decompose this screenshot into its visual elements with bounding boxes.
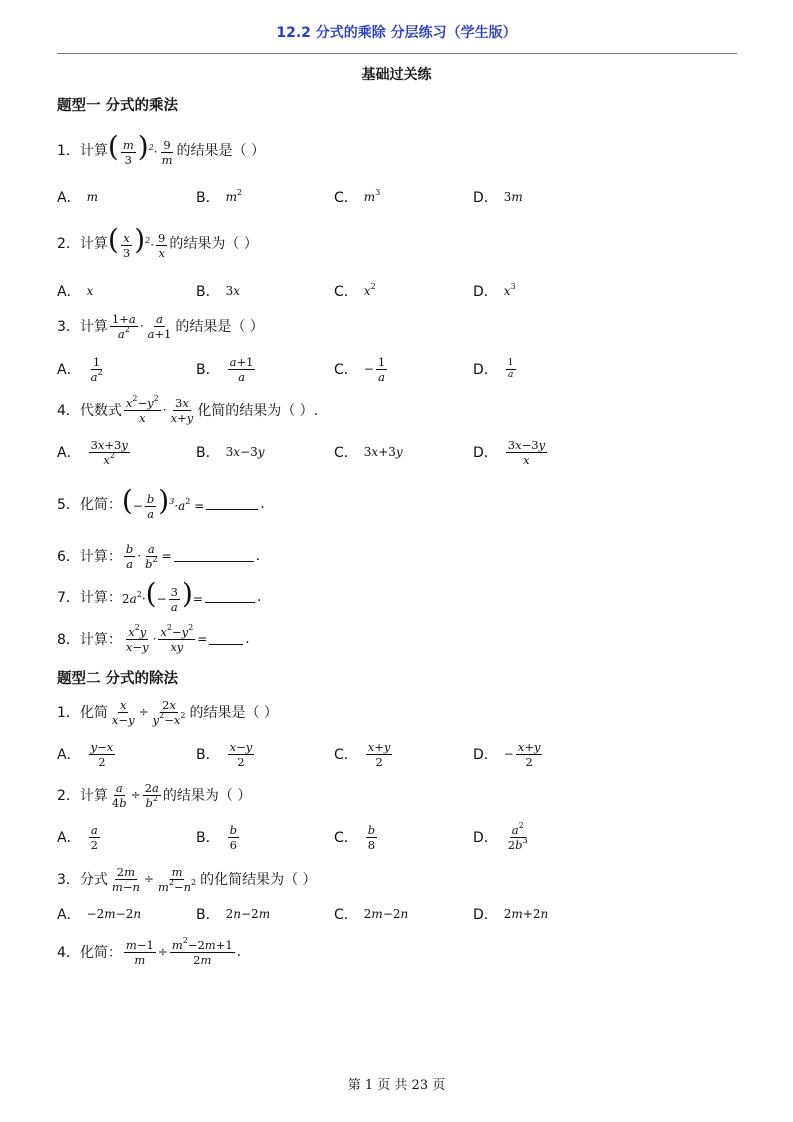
- math-expression: ( $\frac{m}{3}$ )$^2$· $\frac{9}{m}$: [107, 130, 173, 167]
- math-expression: (− $\frac{b}{a}$ )$^3\cdot a^2$ =: [121, 484, 205, 521]
- question-prefix: 计算: [79, 143, 108, 159]
- option-d[interactable]: D． 3m: [473, 190, 523, 206]
- option-b[interactable]: B． $m^2$: [196, 188, 243, 206]
- question-1: [57, 129, 265, 171]
- question-4: 4． 代数式 $\frac{x^2-y^2}{x}$ · $\frac{3x}{x+y}$ 化简的结果为（ ）.: [57, 393, 319, 425]
- option-d[interactable]: D． $\frac{1}{a}$: [473, 357, 514, 380]
- question-suffix: 的结果是（ ）: [176, 143, 265, 159]
- math-expression: $\frac{2m}{m-n}$ ÷ $\frac{m}{m^2-n^2}$: [111, 864, 197, 894]
- math-expression: ( $\frac{x}{3}$ )$^2$· $\frac{9}{x}$: [107, 223, 166, 260]
- question-5: 5． 化简： (− $\frac{b}{a}$ )$^3\cdot a^2$ = .: [57, 484, 265, 521]
- division-question-2: 2． 计算 $\frac{a}{4b}$ ÷ $\frac{2a}{b^2}$ 的结果为（ ）: [57, 780, 252, 810]
- math-expression: $\frac{m-1}{m}$ ÷ $\frac{m^2-2m+1}{2m}$: [125, 935, 233, 967]
- option-b[interactable]: B． $\frac{x-y}{2}$: [196, 739, 253, 769]
- math-expression: $2a^2\cdot(-$ $\frac{3}{a}$ )=: [121, 577, 203, 614]
- option-c[interactable]: C． $\frac{b}{8}$: [334, 822, 376, 852]
- question-3: 3． 计算 $\frac{1+a}{a^2}$ · $\frac{a}{a+1}$ 的结果是（ ）: [57, 311, 264, 341]
- question-7: 7． 计算： $2a^2\cdot(-$ $\frac{3}{a}$ )= .: [57, 577, 262, 614]
- math-expression: $\frac{a}{4b}$ ÷ $\frac{2a}{b^2}$: [111, 780, 159, 810]
- option-d[interactable]: D． $\frac{a^2}{2b^3}$: [473, 820, 528, 852]
- option-a[interactable]: A． $\frac{3x+3y}{x^2}$: [57, 437, 128, 467]
- answer-blank[interactable]: [174, 551, 254, 562]
- division-question-1: 1． 化简 $\frac{x}{x-y}$ ÷ $\frac{2x}{y^2-x^2}$ 的结果是（ ）: [57, 697, 278, 727]
- option-a[interactable]: A． −2m−2n: [57, 907, 142, 923]
- header-divider: [57, 53, 737, 54]
- option-a[interactable]: A． $\frac{y-x}{2}$: [57, 739, 114, 769]
- option-b[interactable]: B． $\frac{a+1}{a}$: [196, 354, 254, 384]
- type-one-title: 题型一 分式的乘法: [57, 98, 179, 114]
- option-a[interactable]: A． $\frac{1}{a^2}$: [57, 354, 103, 384]
- division-question-4: 4． 化简： $\frac{m-1}{m}$ ÷ $\frac{m^2-2m+1}{2m}$ .: [57, 935, 242, 967]
- option-c[interactable]: C． 3x+3y: [334, 445, 403, 461]
- math-expression: $\frac{1+a}{a^2}$ · $\frac{a}{a+1}$: [111, 311, 172, 341]
- question-8: 8． 计算： $\frac{x^2y}{x-y}$ · $\frac{x^2-y^2}{xy}$ = .: [57, 622, 250, 654]
- answer-blank[interactable]: [209, 634, 243, 645]
- question-6: 6． 计算： $\frac{b}{a}$ · $\frac{a}{b^2}$ = .: [57, 541, 261, 571]
- option-d[interactable]: D． $x^3$: [473, 282, 516, 300]
- option-d[interactable]: D． $\frac{3x-3y}{x}$: [473, 437, 546, 467]
- option-c[interactable]: C． $x^2$: [334, 282, 376, 300]
- option-d[interactable]: D． 2m+2n: [473, 907, 549, 923]
- answer-blank[interactable]: [206, 499, 258, 510]
- option-c[interactable]: C． $m^3$: [334, 188, 381, 206]
- page-header-title: 12.2 分式的乘除 分层练习（学生版）: [276, 25, 517, 41]
- math-expression: $\frac{x^2-y^2}{x}$ · $\frac{3x}{x+y}$: [125, 393, 194, 425]
- option-b[interactable]: B． 3x: [196, 284, 241, 300]
- option-c[interactable]: C． − $\frac{1}{a}$: [334, 354, 386, 384]
- option-b[interactable]: B． 3x−3y: [196, 445, 265, 461]
- question-number: 1．: [57, 143, 80, 159]
- math-expression: $\frac{b}{a}$ · $\frac{a}{b^2}$ =: [125, 541, 172, 571]
- section-title: 基础过关练: [361, 67, 432, 83]
- math-expression: $\frac{x^2y}{x-y}$ · $\frac{x^2-y^2}{xy}$ =: [125, 622, 208, 654]
- question-2: 2． 计算 ( $\frac{x}{3}$ )$^2$· $\frac{9}{x}$ 的结果为（ ）: [57, 223, 258, 260]
- option-a[interactable]: A． $\frac{a}{2}$: [57, 822, 98, 852]
- option-b[interactable]: B． $\frac{b}{6}$: [196, 822, 237, 852]
- answer-blank[interactable]: [205, 592, 255, 603]
- option-b[interactable]: B． 2n−2m: [196, 907, 271, 923]
- division-question-3: 3． 分式 $\frac{2m}{m-n}$ ÷ $\frac{m}{m^2-n^2}$ 的化简结果为（ ）: [57, 864, 317, 894]
- option-d[interactable]: D． − $\frac{x+y}{2}$: [473, 739, 541, 769]
- option-c[interactable]: C． 2m−2n: [334, 907, 409, 923]
- option-a[interactable]: A． x: [57, 284, 94, 300]
- option-c[interactable]: C． $\frac{x+y}{2}$: [334, 739, 391, 769]
- type-two-title: 题型二 分式的除法: [57, 671, 179, 687]
- math-expression: $\frac{x}{x-y}$ ÷ $\frac{2x}{y^2-x^2}$: [111, 697, 186, 727]
- option-a[interactable]: A． m: [57, 190, 98, 206]
- page-footer: 第 1 页 共 23 页: [347, 1078, 446, 1093]
